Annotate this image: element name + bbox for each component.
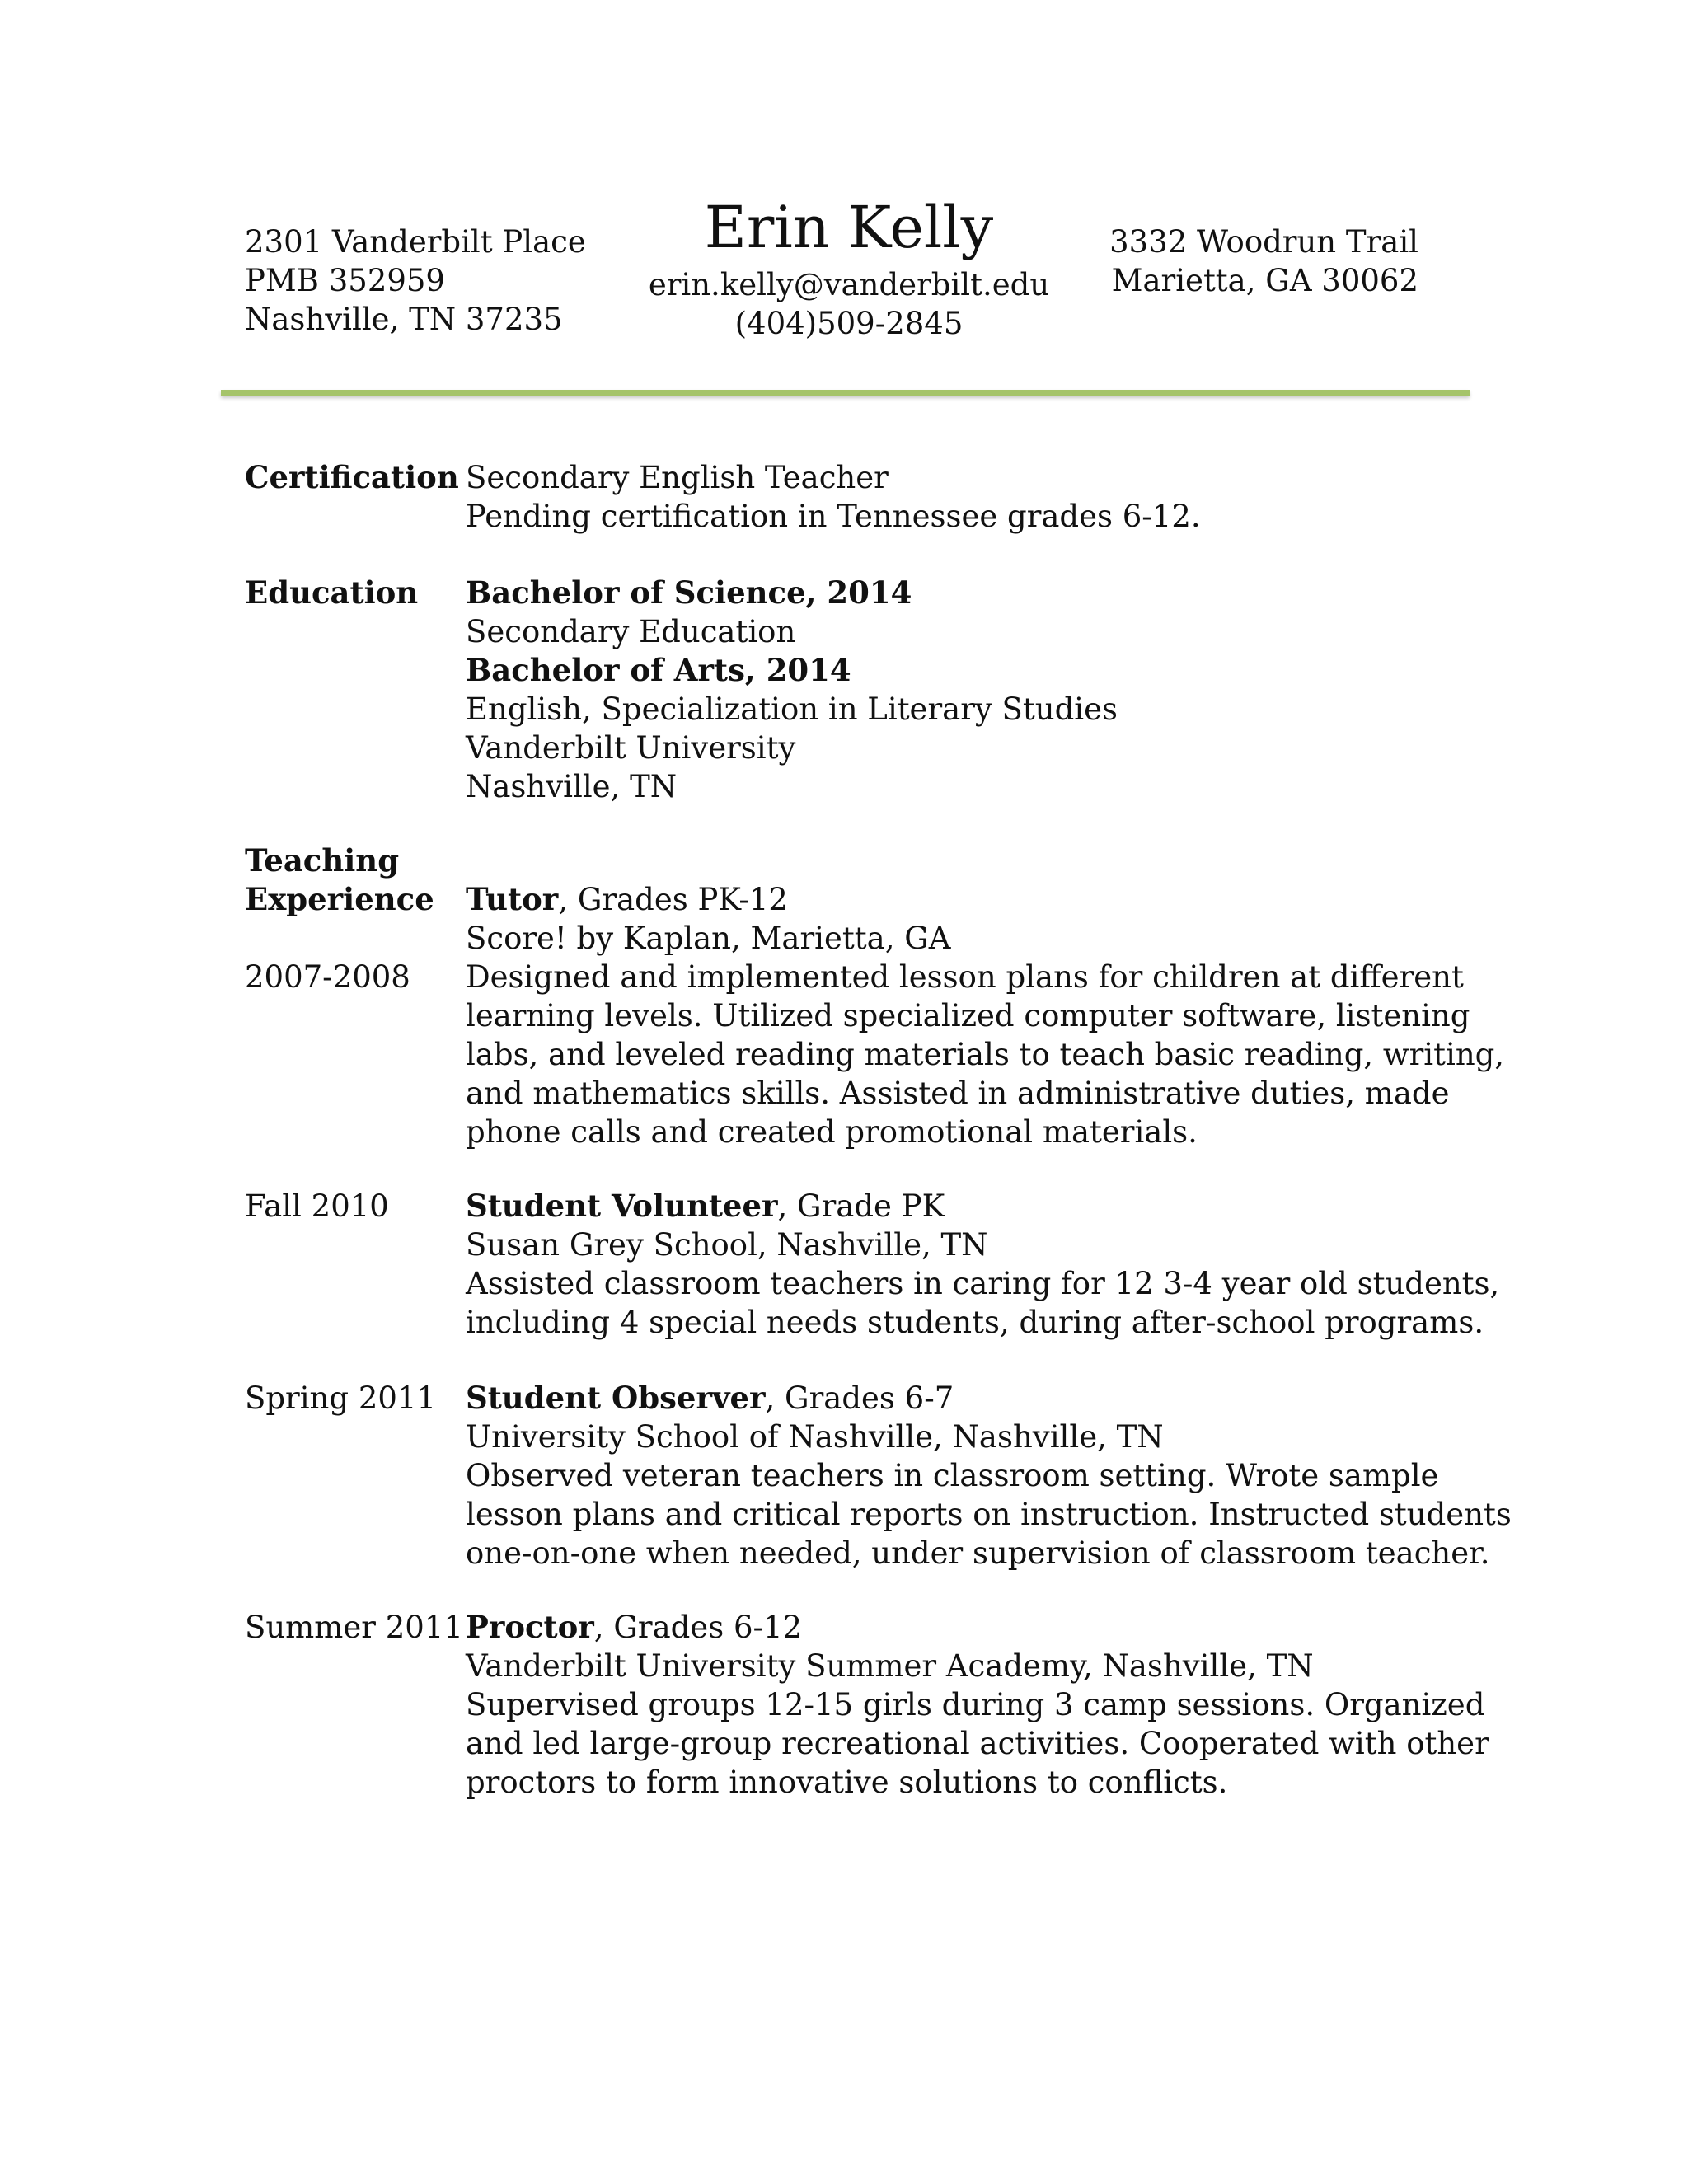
degree-title: Bachelor of Arts, 2014 — [466, 652, 851, 688]
contact-block — [626, 265, 1071, 343]
experience-desc-line: and led large-group recreational activities. Cooperated with other — [466, 1726, 1489, 1761]
experience-entry — [466, 1608, 1489, 1802]
experience-heading — [466, 1608, 1422, 1647]
left-address-line: Nashville, TN 37235 — [245, 302, 563, 337]
experience-role: Student Observer — [466, 1380, 766, 1416]
education-content — [466, 574, 1422, 806]
email-text: erin.kelly@vanderbilt.edu — [648, 267, 1050, 302]
certification-line: Secondary English Teacher — [466, 460, 889, 495]
left-address-line: 2301 Vanderbilt Place — [245, 224, 586, 260]
right-address-block — [1109, 223, 1418, 300]
experience-entry — [466, 880, 1505, 1151]
experience-desc-line: phone calls and created promotional materials. — [466, 1114, 1198, 1150]
experience-grades: , Grades 6-7 — [765, 1380, 954, 1416]
experience-entry — [466, 1379, 1512, 1572]
experience-org: Vanderbilt University Summer Academy, Nashville, TN — [466, 1648, 1314, 1684]
experience-desc-line: and mathematics skills. Assisted in administrative duties, made — [466, 1076, 1450, 1111]
experience-desc-line: proctors to form innovative solutions to conflicts. — [466, 1765, 1228, 1800]
experience-grades: , Grades PK-12 — [558, 882, 788, 917]
experience-desc-line: including 4 special needs students, during after-school programs. — [466, 1305, 1484, 1340]
experience-heading — [466, 1379, 1422, 1418]
experience-desc-line: Assisted classroom teachers in caring for 12 3-4 year old students, — [466, 1266, 1500, 1301]
degree-field: Secondary Education — [466, 614, 796, 649]
experience-desc-line: Observed veteran teachers in classroom setting. Wrote sample — [466, 1458, 1439, 1493]
experience-desc-line: Supervised groups 12-15 girls during 3 camp sessions. Organized — [466, 1687, 1485, 1722]
experience-date: Spring 2011 — [245, 1380, 436, 1416]
degree-field: English, Specialization in Literary Studies — [466, 691, 1118, 727]
experience-desc-line: one-on-one when needed, under supervision of classroom teacher. — [466, 1535, 1490, 1571]
degree-title: Bachelor of Science, 2014 — [466, 574, 912, 611]
experience-org: Susan Grey School, Nashville, TN — [466, 1227, 988, 1263]
section-label-line: Experience — [245, 881, 434, 917]
section-label-line: Teaching — [245, 842, 400, 879]
experience-desc-line: Designed and implemented lesson plans for children at different — [466, 959, 1464, 995]
experience-date: 2007-2008 — [245, 959, 410, 995]
experience-date: Summer 2011 — [245, 1610, 463, 1645]
certification-content — [466, 458, 1422, 536]
experience-heading — [466, 880, 1422, 919]
experience-desc-line: lesson plans and critical reports on instruction. Instructed students — [466, 1497, 1512, 1532]
experience-entry — [466, 1187, 1500, 1342]
experience-desc-line: labs, and leveled reading materials to teach basic reading, writing, — [466, 1037, 1505, 1072]
left-address-line: PMB 352959 — [245, 263, 445, 298]
experience-date: Fall 2010 — [245, 1188, 389, 1224]
experience-desc-line: learning levels. Utilized specialized computer software, listening — [466, 998, 1470, 1033]
experience-org: University School of Nashville, Nashville, TN — [466, 1419, 1164, 1455]
school-name: Vanderbilt University — [466, 730, 796, 766]
right-address-line: 3332 Woodrun Trail — [1109, 224, 1418, 260]
section-label-certification: Certification — [245, 459, 459, 495]
experience-org: Score! by Kaplan, Marietta, GA — [466, 921, 951, 956]
right-address-line: Marietta, GA 30062 — [1111, 263, 1418, 298]
experience-heading — [466, 1187, 1422, 1226]
experience-grades: , Grades 6-12 — [593, 1610, 803, 1645]
header-divider — [221, 390, 1470, 396]
school-location: Nashville, TN — [466, 769, 678, 804]
certification-line: Pending certification in Tennessee grades 6-12. — [466, 499, 1201, 534]
experience-role: Tutor — [466, 881, 559, 917]
experience-grades: , Grade PK — [777, 1188, 945, 1224]
experience-role: Student Volunteer — [466, 1188, 778, 1224]
left-address-block — [245, 223, 586, 339]
section-label-education: Education — [245, 574, 419, 611]
experience-role: Proctor — [466, 1609, 594, 1645]
section-label-teaching — [245, 841, 434, 919]
phone-text: (404)509-2845 — [734, 306, 964, 341]
candidate-name: Erin Kelly — [704, 194, 994, 261]
